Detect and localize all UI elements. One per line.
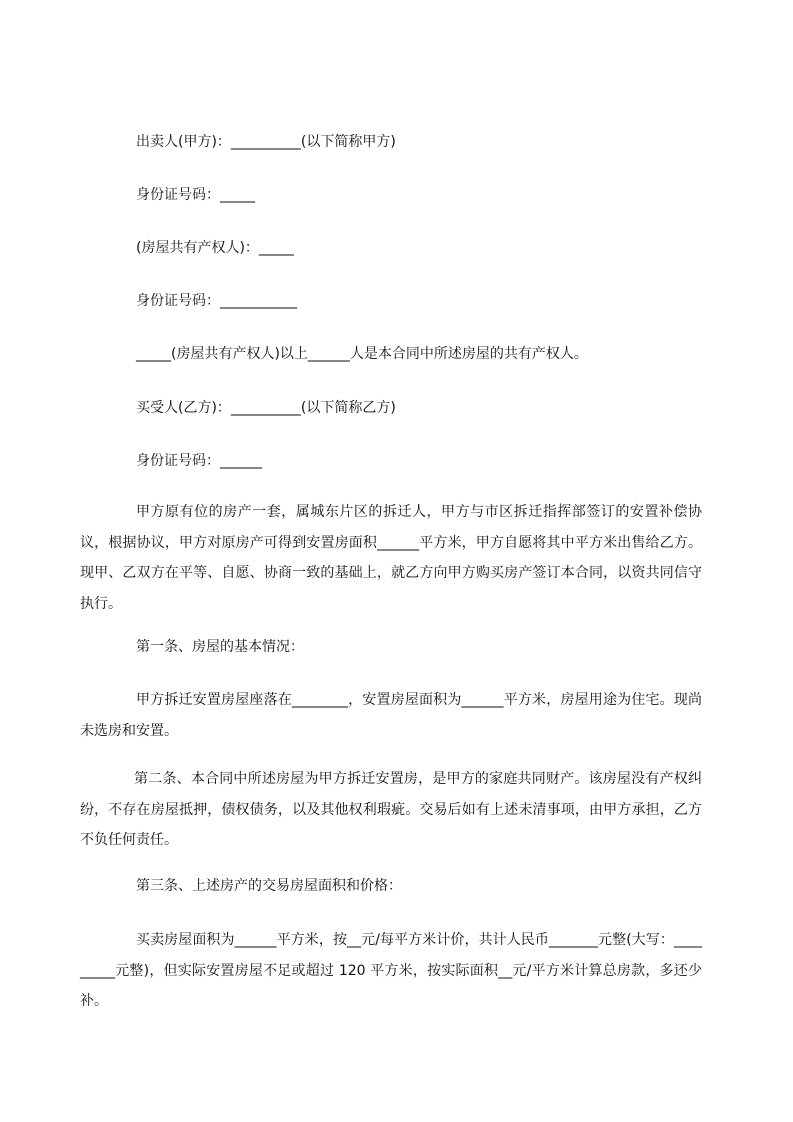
co-owner-id-line: 身份证号码：___________ [136, 293, 297, 309]
buyer-line: 买受人(乙方)：__________(以下简称乙方) [136, 400, 396, 416]
article-1-title: 第一条、房屋的基本情况： [136, 639, 304, 655]
intro-paragraph: 甲方原有位的房产一套，属城东片区的拆迁人，甲方与市区拆迁指挥部签订的安置补偿协议，根据协议，甲方对原房产可得到安置房面积______平方米，甲方自愿将其中平方米出售给乙方。现甲、乙双方在平等、自愿、协商一致的基础上，就乙方向甲方购买房产签订本合同，以资共同信守执行。 [80, 504, 702, 612]
article-1-body: 甲方拆迁安置房屋座落在________，安置房屋面积为______平方米，房屋用途为住宅。现尚未选房和安置。 [80, 692, 702, 739]
article-2-body: 第二条、本合同中所述房屋为甲方拆迁安置房，是甲方的家庭共同财产。该房屋没有产权纠纷，不存在房屋抵押，债权债务，以及其他权利瑕疵。交易后如有上述未清事项，由甲方承担，乙方不负任何责任。 [80, 771, 702, 848]
buyer-id-line: 身份证号码：______ [136, 453, 262, 469]
seller-id-line: 身份证号码：_____ [136, 187, 255, 203]
article-3-body: 买卖房屋面积为______平方米，按__元/每平方米计价，共计人民币_______元整(大写：_________元整)，但实际安置房屋不足或超过 120 平方米，按实际面积__元/平方米计算总房款，多还少补。 [80, 932, 702, 1009]
article-3-title: 第三条、上述房产的交易房屋面积和价格： [136, 878, 402, 894]
co-owner-statement: _____(房屋共有产权人)以上______人是本合同中所述房屋的共有产权人。 [136, 346, 588, 362]
co-owner-line: (房屋共有产权人)：_____ [136, 240, 294, 256]
seller-line: 出卖人(甲方)：__________(以下简称甲方) [136, 134, 396, 150]
